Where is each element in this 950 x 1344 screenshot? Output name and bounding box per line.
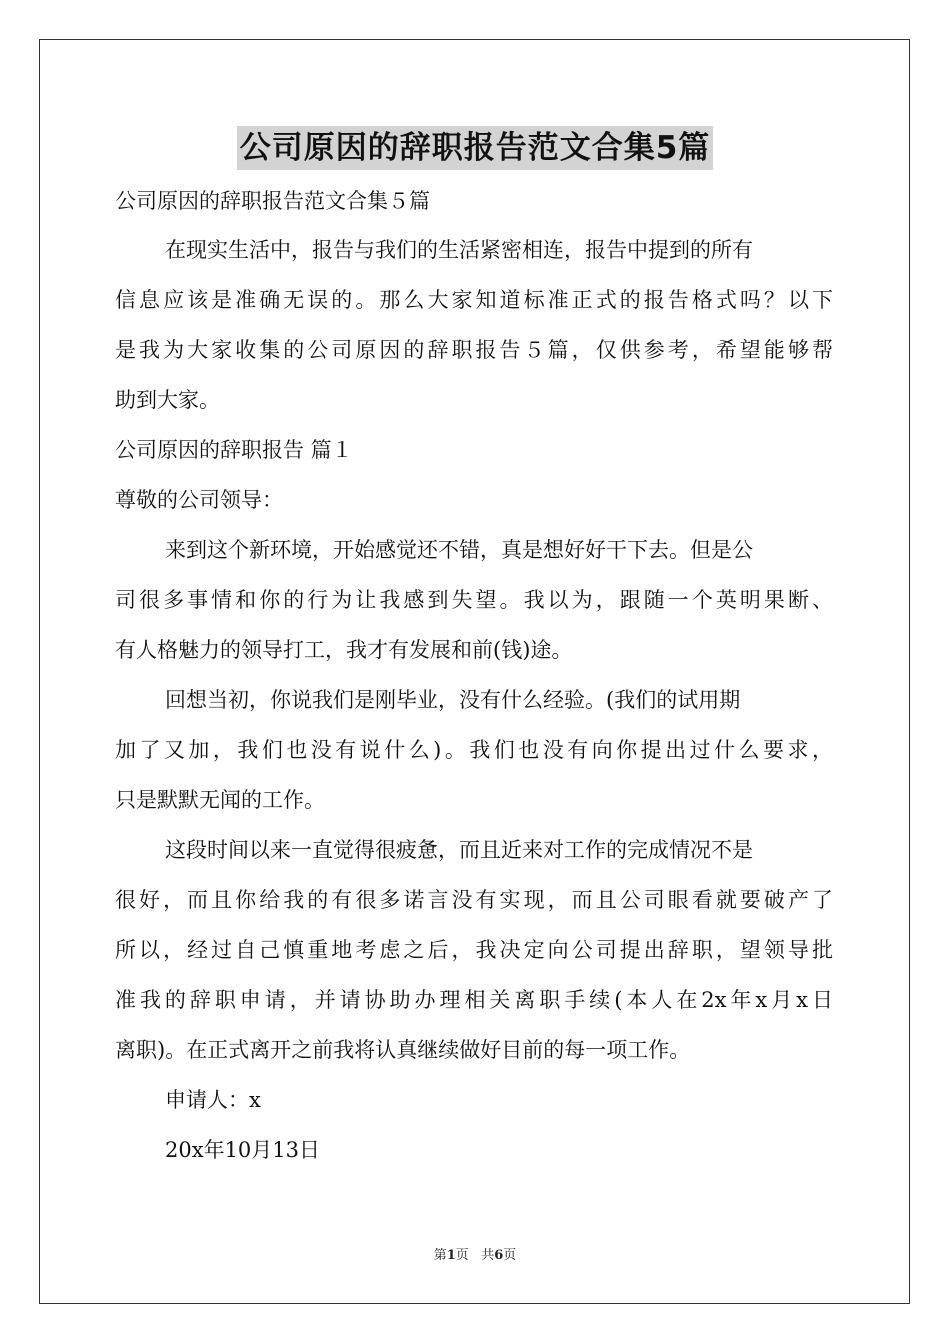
paragraph-3-line-3: 所以，经过自己慎重地考虑之后，我决定向公司提出辞职，望领导批: [115, 938, 833, 962]
footer-total-number: 6: [494, 1248, 504, 1263]
footer-page-prefix: 第: [433, 1248, 447, 1263]
document-title: 公司原因的辞职报告范文合集5篇: [237, 126, 714, 170]
paragraph-1-line-2: 司很多事情和你的行为让我感到失望。我以为，跟随一个英明果断、: [115, 588, 833, 612]
paragraph-2-line-1: 回想当初，你说我们是刚毕业，没有什么经验。(我们的试用期: [165, 688, 741, 712]
section-heading: 公司原因的辞职报告 篇１: [115, 438, 353, 462]
paragraph-1-line-1: 来到这个新环境，开始感觉还不错，真是想好好干下去。但是公: [165, 538, 753, 562]
paragraph-2-line-3: 只是默默无闻的工作。: [115, 788, 325, 812]
document-title-bar: [0, 126, 950, 170]
paragraph-3-line-5: 离职)。在正式离开之前我将认真继续做好目前的每一项工作。: [115, 1038, 691, 1062]
footer-page-suffix: 页: [455, 1248, 469, 1263]
paragraph-1-line-3: 有人格魅力的领导打工，我才有发展和前(钱)途。: [115, 638, 573, 662]
intro-line-2: 信息应该是准确无误的。那么大家知道标准正式的报告格式吗？以下: [115, 288, 833, 312]
intro-line-1: 在现实生活中，报告与我们的生活紧密相连，报告中提到的所有: [165, 238, 753, 262]
paragraph-2-line-2: 加了又加，我们也没有说什么)。我们也没有向你提出过什么要求，: [115, 738, 833, 762]
paragraph-3-line-4: 准我的辞职申请，并请协助办理相关离职手续(本人在2x年x月x日: [115, 988, 833, 1012]
intro-line-3: 是我为大家收集的公司原因的辞职报告５篇，仅供参考，希望能够帮: [115, 338, 833, 362]
date-line: 20x年10月13日: [165, 1138, 321, 1162]
paragraph-3-line-1: 这段时间以来一直觉得很疲惫，而且近来对工作的完成情况不是: [165, 838, 753, 862]
footer-total-prefix: 共: [481, 1248, 495, 1263]
salutation: 尊敬的公司领导：: [115, 488, 283, 512]
subtitle-line: 公司原因的辞职报告范文合集５篇: [115, 189, 430, 213]
intro-line-4: 助到大家。: [115, 388, 220, 412]
page-footer: [0, 1246, 950, 1266]
footer-total-suffix: 页: [503, 1248, 517, 1263]
applicant-line: 申请人：x: [165, 1088, 261, 1112]
footer-page-number: 1: [446, 1248, 456, 1263]
paragraph-3-line-2: 很好，而且你给我的有很多诺言没有实现，而且公司眼看就要破产了: [115, 888, 833, 912]
